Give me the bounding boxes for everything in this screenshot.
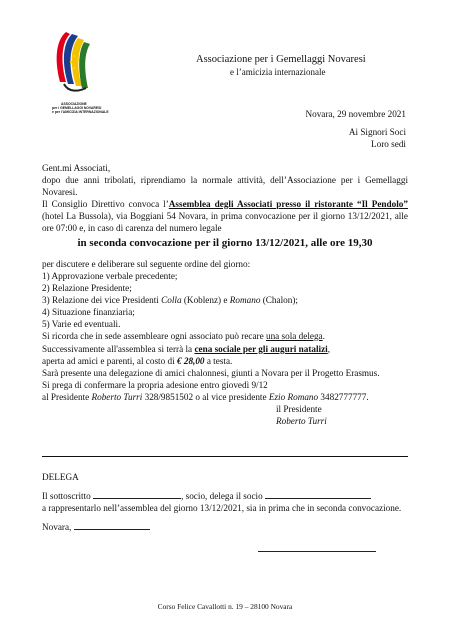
logo-caption	[52, 102, 109, 115]
one-proxy-note: una sola delega	[265, 331, 323, 341]
dinner-text: Successivamente all'assemblea si terrà la	[42, 344, 195, 354]
letter-date: Novara, 29 novembre 2021	[305, 109, 406, 119]
agenda-item: 4) Situazione finanziaria;	[42, 307, 135, 317]
agenda-item: 2) Relazione Presidente;	[42, 283, 132, 293]
logo-caption-line: e per l'AMICIZIA INTERNAZIONALE	[52, 110, 109, 115]
contacts-text: al Presidente	[42, 392, 92, 402]
delegate-name-field[interactable]	[265, 498, 371, 499]
vice-name: Colla	[161, 295, 182, 305]
agenda-item	[42, 294, 325, 306]
convocation-text: Il Consiglio Direttivo convoca l’	[42, 199, 169, 209]
vice-name: Romano	[229, 295, 261, 305]
erasmus-line: Sarà presente una delegazione di amici chalonnesi, giunti a Novara per il Progetto Erasmus.	[42, 368, 380, 378]
recipient-line: Ai Signori Soci	[348, 127, 406, 137]
delega-text: , socio, delega il socio	[181, 491, 265, 501]
section-divider	[42, 456, 408, 457]
salutation: Gent.mi Associati,	[42, 163, 111, 173]
agenda-text: (Koblenz) e	[181, 295, 230, 305]
signature-name: Roberto Turri	[276, 416, 327, 426]
vice-president-name: Ezio Romano	[268, 392, 319, 402]
dinner-line	[42, 355, 380, 367]
delega-text: Il sottoscritto	[42, 491, 94, 501]
signature-line-field[interactable]	[258, 551, 376, 552]
org-subtitle: e l’amicizia internazionale	[230, 67, 326, 77]
note-text: Si ricorda che in sede assembleare ogni associato può recare	[42, 331, 266, 341]
signature	[276, 403, 327, 427]
delega-line-2: a rappresentarlo nell’assemblea del giorno 13/12/2021, sia in prima che in seconda convocazione.	[42, 503, 402, 513]
confirm-line: Si prega di confermare la propria adesione entro giovedì 9/12	[42, 380, 268, 390]
recipient	[349, 126, 406, 150]
dinner-text: a testa.	[204, 356, 233, 366]
dinner-text: aperta ad amici e parenti, al costo di	[42, 356, 177, 366]
agenda	[42, 258, 325, 342]
dinner-section	[42, 343, 380, 403]
delega-title: DELEGA	[42, 472, 79, 482]
date-field[interactable]	[74, 529, 150, 530]
delega-place: Novara,	[42, 522, 74, 532]
intro-paragraph: dopo due anni tribolati, riprendiamo la normale attività, dell’Associazione per i Gemellaggi Novaresi.	[42, 175, 408, 197]
delega-line-1	[42, 490, 371, 502]
footer-address: Corso Felice Cavallotti n. 19 – 28100 Novara	[157, 602, 293, 611]
convocation-paragraph	[42, 198, 408, 234]
second-convocation: in seconda convocazione per il giorno 13/12/2021, alle ore 19,30	[77, 237, 373, 249]
delega-place-date	[42, 521, 150, 533]
contacts-text: 328/9851502 o al vice presidente	[142, 392, 269, 402]
agenda-item: 5) Varie ed eventuali.	[42, 319, 121, 329]
org-name: Associazione per i Gemellaggi Novaresi	[196, 54, 366, 65]
assembly-venue: Assemblea degli Associati presso il ristorante “Il Pendolo”	[168, 199, 408, 209]
convocation-text: (hotel La Bussola), via Boggiani 54 Novara, in prima convocazione per il giorno 13/12/2021, alle ore 07:00 e, in caso di carenza del numero legale	[42, 211, 408, 233]
agenda-intro: per discutere e deliberare sul seguente ordine del giorno:	[42, 259, 251, 269]
dinner-text: ,	[327, 344, 331, 354]
signature-title: il Presidente	[276, 404, 322, 414]
note-text: .	[322, 331, 325, 341]
dinner-line	[42, 343, 380, 355]
agenda-text: 3) Relazione dei vice Presidenti	[42, 295, 162, 305]
delega-note	[42, 330, 325, 342]
delegator-name-field[interactable]	[93, 498, 181, 499]
logo-caption-line: per i GEMELLAGGI NOVARESI	[52, 106, 102, 111]
contacts-text: 3482777777.	[318, 392, 369, 402]
logo-caption-line: ASSOCIAZIONE	[61, 102, 87, 106]
dinner-price: € 28,00	[176, 356, 205, 366]
recipient-line: Loro sedi	[371, 139, 406, 149]
president-name: Roberto Turri	[91, 392, 143, 402]
contacts-line	[42, 391, 380, 403]
agenda-item: 1) Approvazione verbale precedente;	[42, 271, 178, 281]
agenda-text: (Chalon);	[260, 295, 298, 305]
christmas-dinner: cena sociale per gli auguri natalizi	[194, 344, 328, 354]
